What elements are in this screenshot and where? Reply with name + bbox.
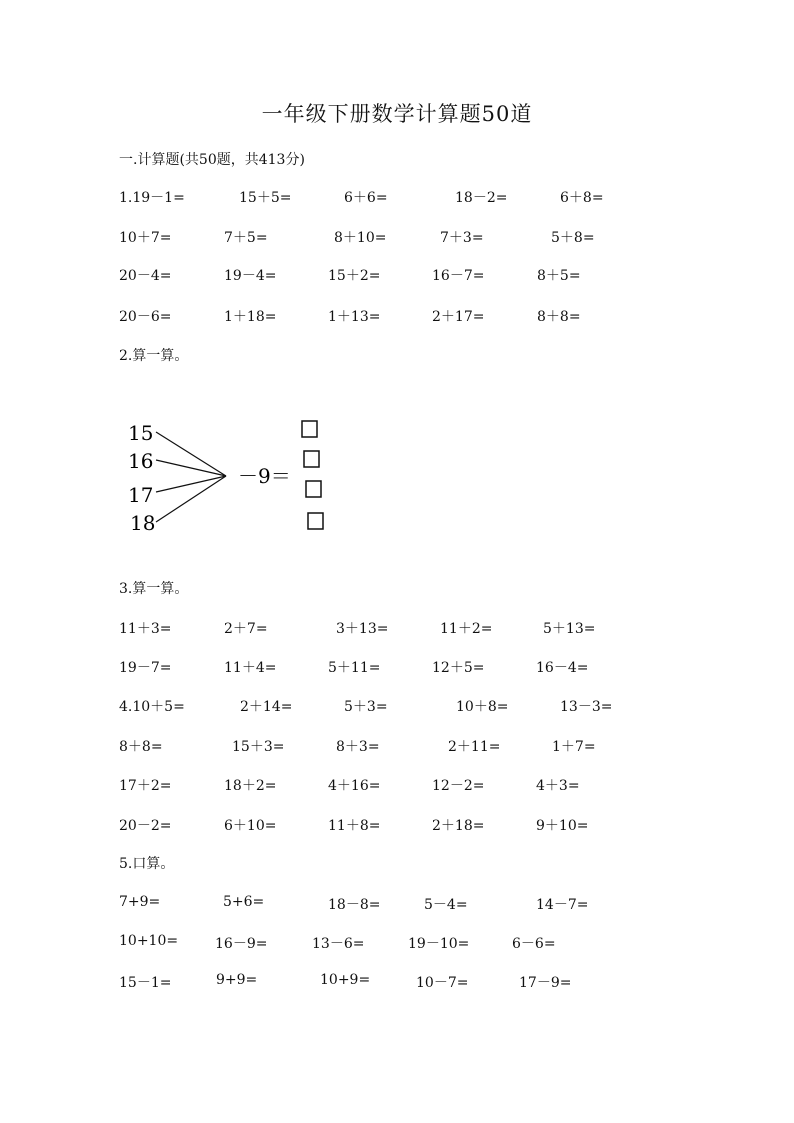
diagram-number: 18 (130, 511, 156, 535)
problem: 15－1= (119, 975, 172, 991)
problem: 15＋5= (239, 190, 292, 206)
problem: 6＋10= (224, 818, 277, 834)
problem-row (0, 227, 794, 247)
problem: 4＋3= (536, 778, 580, 794)
problem: 13－6= (312, 936, 365, 952)
problem: 15＋2= (328, 268, 381, 284)
problem: 8＋10= (334, 230, 387, 246)
section-3-heading: 3.算一算。 (119, 581, 189, 597)
problem: 10+9= (320, 972, 371, 988)
problem-row (0, 187, 794, 207)
answer-box (302, 421, 317, 437)
problem: 20－2= (119, 818, 172, 834)
problem: 1＋7= (552, 739, 596, 755)
problem-row (0, 306, 794, 326)
problem: 1＋13= (328, 309, 381, 325)
diagram-operation: －9＝ (238, 464, 291, 488)
problem: 11＋3= (119, 621, 172, 637)
problem: 2＋18= (432, 818, 485, 834)
answer-box (306, 481, 321, 497)
problem: 5－4= (424, 897, 468, 913)
problem: 9+9= (216, 972, 258, 988)
problem: 16－9= (215, 936, 268, 952)
problem-row (0, 933, 794, 953)
problem: 18＋2= (224, 778, 277, 794)
connector-line (156, 476, 226, 492)
problem-row (0, 265, 794, 285)
problem-row (0, 657, 794, 677)
problem-row (0, 775, 794, 795)
problem: 12－2= (432, 778, 485, 794)
problem: 7＋5= (224, 230, 268, 246)
problem: 6＋6= (344, 190, 388, 206)
connector-line (156, 432, 226, 476)
problem: 4.10＋5= (119, 699, 185, 715)
problem: 18－8= (328, 897, 381, 913)
problem: 2＋17= (432, 309, 485, 325)
problem: 8＋5= (537, 268, 581, 284)
problem: 18－2= (455, 190, 508, 206)
section-1-heading: 一.计算题(共50题，共413分) (119, 152, 305, 168)
problem: 11＋8= (328, 818, 381, 834)
problem: 19－7= (119, 660, 172, 676)
problem: 12＋5= (432, 660, 485, 676)
answer-box (304, 451, 319, 467)
section-5-heading: 5.口算。 (119, 856, 175, 872)
problem-row (0, 815, 794, 835)
problem: 15＋3= (232, 739, 285, 755)
problem: 20－6= (119, 309, 172, 325)
diagram-number: 17 (128, 483, 154, 507)
problem: 10＋7= (119, 230, 172, 246)
connector-line (156, 460, 226, 476)
problem: 6－6= (512, 936, 556, 952)
problem: 1＋18= (224, 309, 277, 325)
problem: 8＋3= (336, 739, 380, 755)
problem: 3＋13= (336, 621, 389, 637)
problem-row (0, 972, 794, 992)
section-2-heading: 2.算一算。 (119, 348, 189, 364)
problem: 16－4= (536, 660, 589, 676)
problem: 2＋14= (240, 699, 293, 715)
problem: 11＋4= (224, 660, 277, 676)
problem-row (0, 736, 794, 756)
problem: 19－10= (408, 936, 470, 952)
problem-row (0, 894, 794, 914)
problem: 16－7= (432, 268, 485, 284)
problem: 7+9= (119, 894, 161, 910)
diagram-number: 16 (128, 449, 154, 473)
problem: 13－3= (560, 699, 613, 715)
problem: 10－7= (416, 975, 469, 991)
problem: 19－4= (224, 268, 277, 284)
answer-box (308, 513, 323, 529)
problem: 4＋16= (328, 778, 381, 794)
subtraction-diagram (120, 410, 340, 540)
problem: 11＋2= (440, 621, 493, 637)
problem-row (0, 696, 794, 716)
problem: 5＋3= (344, 699, 388, 715)
problem: 17＋2= (119, 778, 172, 794)
problem: 2＋7= (224, 621, 268, 637)
problem: 8＋8= (119, 739, 163, 755)
page-title: 一年级下册数学计算题50道 (261, 102, 533, 126)
diagram-number: 15 (128, 421, 154, 445)
problem: 17－9= (519, 975, 572, 991)
problem: 5＋13= (543, 621, 596, 637)
problem-row (0, 618, 794, 638)
problem: 10＋8= (456, 699, 509, 715)
problem: 5＋11= (328, 660, 381, 676)
problem: 5+6= (223, 894, 265, 910)
problem: 2＋11= (448, 739, 501, 755)
problem: 8＋8= (537, 309, 581, 325)
problem: 6＋8= (560, 190, 604, 206)
connector-line (156, 476, 226, 522)
problem: 5＋8= (551, 230, 595, 246)
problem: 10+10= (119, 933, 179, 949)
problem: 7＋3= (440, 230, 484, 246)
problem: 1.19－1= (119, 190, 185, 206)
problem: 14－7= (536, 897, 589, 913)
problem: 20－4= (119, 268, 172, 284)
problem: 9＋10= (536, 818, 589, 834)
